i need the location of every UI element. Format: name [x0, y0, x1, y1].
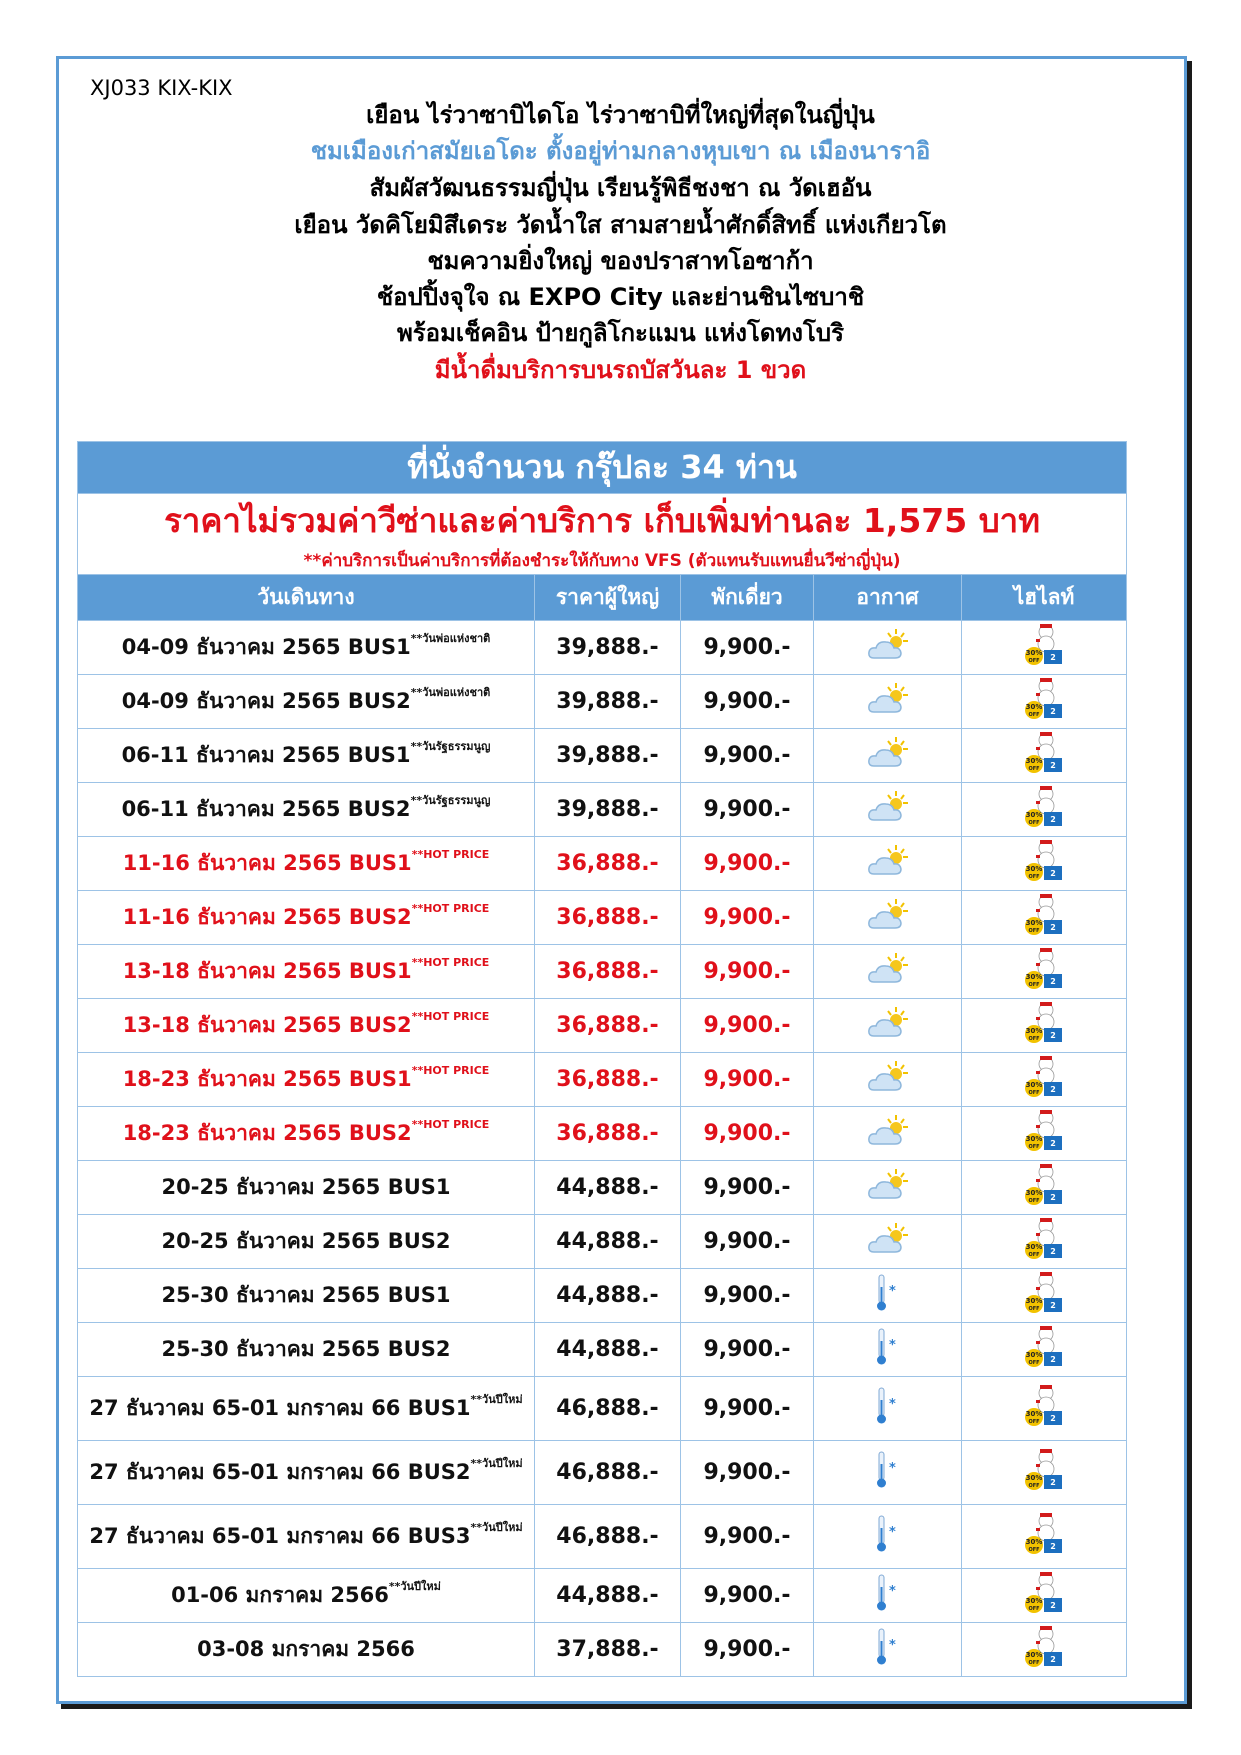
svg-text:OFF: OFF — [1028, 1035, 1040, 1042]
visa-note: **ค่าบริการเป็นค่าบริการที่ต้องชำระให้กับทาง VFS (ตัวแทนรับแทนยื่นวีซ่าญี่ปุ่น) — [78, 547, 1127, 575]
svg-text:2: 2 — [1050, 1477, 1056, 1487]
travel-date-cell — [78, 999, 535, 1053]
svg-text:30%: 30% — [1025, 1026, 1043, 1035]
svg-text:30%: 30% — [1025, 648, 1043, 657]
adult-price: 44,888.- — [535, 1569, 681, 1623]
headline-1: เยือน ไร่วาซาบิไดโอ ไร่วาซาบิที่ใหญ่ที่สุดในญี่ปุ่น — [366, 101, 875, 129]
table-row — [78, 729, 1127, 783]
holiday-tag: **HOT PRICE — [411, 1118, 490, 1132]
svg-text:OFF: OFF — [1028, 711, 1040, 718]
travel-date: 04-09 ธันวาคม 2565 BUS2 — [121, 689, 411, 714]
svg-text:2: 2 — [1050, 1246, 1056, 1256]
price-table — [77, 441, 1127, 1677]
weather-cell — [814, 1377, 962, 1441]
snowman-promo-icon — [1022, 757, 1066, 782]
snowman-promo-icon — [1022, 1297, 1066, 1322]
adult-price: 37,888.- — [535, 1623, 681, 1677]
svg-text:2: 2 — [1050, 1300, 1056, 1310]
table-row — [78, 675, 1127, 729]
headline-7: พร้อมเช็คอิน ป้ายกูลิโกะแมน แห่งโดทงโบริ — [396, 319, 845, 347]
svg-text:OFF: OFF — [1028, 981, 1040, 988]
cold-thermometer-icon — [873, 1337, 903, 1373]
snowman-promo-icon — [1022, 1410, 1066, 1435]
headline-5: ชมความยิ่งใหญ่ ของปราสาทโอซาก้า — [427, 247, 814, 275]
holiday-tag: **วันรัฐธรรมนูญ — [410, 794, 491, 808]
travel-date-cell — [78, 1441, 535, 1505]
table-row — [78, 999, 1127, 1053]
cold-thermometer-icon — [873, 1283, 903, 1319]
svg-text:30%: 30% — [1025, 1188, 1043, 1197]
col-header-date: วันเดินทาง — [78, 575, 535, 621]
travel-date-cell — [78, 1053, 535, 1107]
travel-date-cell — [78, 1377, 535, 1441]
partly-cloudy-icon — [866, 751, 910, 776]
holiday-tag: **วันปีใหม่ — [470, 1457, 523, 1471]
snowman-promo-icon — [1022, 1651, 1066, 1676]
snowman-promo-icon — [1022, 865, 1066, 890]
svg-text:30%: 30% — [1025, 1080, 1043, 1089]
holiday-tag: **วันรัฐธรรมนูญ — [410, 740, 491, 754]
weather-cell — [814, 675, 962, 729]
col-header-single: พักเดี่ยว — [681, 575, 814, 621]
single-supplement: 9,900.- — [681, 1623, 814, 1677]
svg-text:30%: 30% — [1025, 1473, 1043, 1482]
travel-date: 04-09 ธันวาคม 2565 BUS1 — [121, 635, 411, 660]
adult-price: 39,888.- — [535, 621, 681, 675]
svg-text:30%: 30% — [1025, 1650, 1043, 1659]
weather-cell — [814, 1441, 962, 1505]
table-row — [78, 945, 1127, 999]
travel-date-cell — [78, 675, 535, 729]
travel-date: 01-06 มกราคม 2566 — [171, 1583, 389, 1608]
svg-text:2: 2 — [1050, 1541, 1056, 1551]
highlight-cell — [962, 1053, 1127, 1107]
single-supplement: 9,900.- — [681, 729, 814, 783]
highlight-cell — [962, 999, 1127, 1053]
highlight-cell — [962, 945, 1127, 999]
travel-date-cell — [78, 1161, 535, 1215]
highlight-cell — [962, 729, 1127, 783]
svg-text:30%: 30% — [1025, 1242, 1043, 1251]
svg-text:OFF: OFF — [1028, 927, 1040, 934]
weather-cell — [814, 1161, 962, 1215]
weather-cell — [814, 1053, 962, 1107]
snowman-promo-icon — [1022, 811, 1066, 836]
single-supplement: 9,900.- — [681, 1161, 814, 1215]
svg-text:2: 2 — [1050, 1600, 1056, 1610]
svg-text:OFF: OFF — [1028, 819, 1040, 826]
single-supplement: 9,900.- — [681, 1441, 814, 1505]
highlight-cell — [962, 621, 1127, 675]
travel-date-cell — [78, 783, 535, 837]
holiday-tag: **วันพ่อแห่งชาติ — [410, 686, 491, 700]
holiday-tag: **HOT PRICE — [411, 1010, 490, 1024]
snowman-promo-icon — [1022, 1135, 1066, 1160]
svg-text:OFF: OFF — [1028, 657, 1040, 664]
svg-text:*: * — [888, 1396, 896, 1412]
table-row — [78, 621, 1127, 675]
cold-thermometer-icon — [873, 1460, 903, 1496]
weather-cell — [814, 999, 962, 1053]
svg-text:2: 2 — [1050, 1413, 1056, 1423]
svg-text:2: 2 — [1050, 706, 1056, 716]
single-supplement: 9,900.- — [681, 783, 814, 837]
svg-text:OFF: OFF — [1028, 1605, 1040, 1612]
headline-2: ชมเมืองเก่าสมัยเอโดะ ตั้งอยู่ท่ามกลางหุบเขา ณ เมืองนาราอิ — [310, 137, 931, 165]
table-row — [78, 783, 1127, 837]
travel-date: 11-16 ธันวาคม 2565 BUS2 — [122, 905, 412, 930]
travel-date: 13-18 ธันวาคม 2565 BUS1 — [122, 959, 412, 984]
travel-date-cell — [78, 837, 535, 891]
adult-price: 44,888.- — [535, 1161, 681, 1215]
travel-date: 06-11 ธันวาคม 2565 BUS2 — [121, 797, 411, 822]
weather-cell — [814, 1323, 962, 1377]
table-row — [78, 837, 1127, 891]
svg-text:*: * — [888, 1283, 896, 1299]
travel-date: 18-23 ธันวาคม 2565 BUS1 — [122, 1067, 412, 1092]
table-row — [78, 891, 1127, 945]
holiday-tag: **วันพ่อแห่งชาติ — [410, 632, 491, 646]
single-supplement: 9,900.- — [681, 1323, 814, 1377]
partly-cloudy-icon — [866, 859, 910, 884]
single-supplement: 9,900.- — [681, 1505, 814, 1569]
travel-date-cell — [78, 1215, 535, 1269]
svg-text:OFF: OFF — [1028, 1482, 1040, 1489]
adult-price: 36,888.- — [535, 1053, 681, 1107]
travel-date: 25-30 ธันวาคม 2565 BUS1 — [161, 1283, 451, 1308]
table-row — [78, 1107, 1127, 1161]
travel-date-cell — [78, 1323, 535, 1377]
highlight-cell — [962, 783, 1127, 837]
snowman-promo-icon — [1022, 1081, 1066, 1106]
svg-text:30%: 30% — [1025, 1537, 1043, 1546]
svg-text:30%: 30% — [1025, 702, 1043, 711]
adult-price: 36,888.- — [535, 945, 681, 999]
snowman-promo-icon — [1022, 649, 1066, 674]
svg-text:OFF: OFF — [1028, 1305, 1040, 1312]
svg-text:*: * — [888, 1460, 896, 1476]
holiday-tag: **วันปีใหม่ — [470, 1393, 523, 1407]
svg-text:30%: 30% — [1025, 1350, 1043, 1359]
headline-3: สัมผัสวัฒนธรรมญี่ปุ่น เรียนรู้พิธีชงชา ณ วัดเฮอัน — [369, 174, 872, 202]
snowman-promo-icon — [1022, 973, 1066, 998]
weather-cell — [814, 783, 962, 837]
adult-price: 36,888.- — [535, 999, 681, 1053]
travel-date: 13-18 ธันวาคม 2565 BUS2 — [122, 1013, 412, 1038]
col-header-highlight: ไฮไลท์ — [962, 575, 1127, 621]
travel-date-cell — [78, 1107, 535, 1161]
table-row — [78, 1377, 1127, 1441]
cold-thermometer-icon — [873, 1396, 903, 1432]
adult-price: 46,888.- — [535, 1441, 681, 1505]
svg-text:30%: 30% — [1025, 756, 1043, 765]
highlight-cell — [962, 1623, 1127, 1677]
svg-text:OFF: OFF — [1028, 1251, 1040, 1258]
svg-text:30%: 30% — [1025, 810, 1043, 819]
highlight-cell — [962, 1215, 1127, 1269]
highlight-cell — [962, 1161, 1127, 1215]
travel-date: 27 ธันวาคม 65-01 มกราคม 66 BUS2 — [89, 1460, 471, 1485]
partly-cloudy-icon — [866, 913, 910, 938]
svg-text:2: 2 — [1050, 760, 1056, 770]
single-supplement: 9,900.- — [681, 1215, 814, 1269]
partly-cloudy-icon — [866, 967, 910, 992]
weather-cell — [814, 729, 962, 783]
travel-date: 25-30 ธันวาคม 2565 BUS2 — [161, 1337, 451, 1362]
travel-date-cell — [78, 891, 535, 945]
svg-text:30%: 30% — [1025, 864, 1043, 873]
svg-text:2: 2 — [1050, 1192, 1056, 1202]
adult-price: 39,888.- — [535, 729, 681, 783]
weather-cell — [814, 1569, 962, 1623]
holiday-tag: **HOT PRICE — [411, 1064, 490, 1078]
svg-text:*: * — [888, 1637, 896, 1653]
highlight-cell — [962, 837, 1127, 891]
svg-text:2: 2 — [1050, 868, 1056, 878]
svg-text:OFF: OFF — [1028, 1546, 1040, 1553]
adult-price: 46,888.- — [535, 1505, 681, 1569]
table-row — [78, 1623, 1127, 1677]
svg-text:2: 2 — [1050, 1084, 1056, 1094]
snowman-promo-icon — [1022, 703, 1066, 728]
highlight-cell — [962, 891, 1127, 945]
adult-price: 44,888.- — [535, 1323, 681, 1377]
partly-cloudy-icon — [866, 1183, 910, 1208]
snowman-promo-icon — [1022, 1189, 1066, 1214]
svg-text:30%: 30% — [1025, 918, 1043, 927]
table-row — [78, 1269, 1127, 1323]
holiday-tag: **HOT PRICE — [411, 956, 490, 970]
table-row — [78, 1215, 1127, 1269]
svg-text:OFF: OFF — [1028, 765, 1040, 772]
adult-price: 39,888.- — [535, 675, 681, 729]
svg-text:2: 2 — [1050, 1030, 1056, 1040]
tour-code: XJ033 KIX-KIX — [90, 76, 233, 100]
single-supplement: 9,900.- — [681, 1569, 814, 1623]
holiday-tag: **วันปีใหม่ — [470, 1521, 523, 1535]
snowman-promo-icon — [1022, 919, 1066, 944]
svg-text:*: * — [888, 1583, 896, 1599]
svg-text:30%: 30% — [1025, 1134, 1043, 1143]
svg-text:OFF: OFF — [1028, 1359, 1040, 1366]
highlight-cell — [962, 1323, 1127, 1377]
partly-cloudy-icon — [866, 1021, 910, 1046]
travel-date: 27 ธันวาคม 65-01 มกราคม 66 BUS1 — [89, 1396, 471, 1421]
svg-text:30%: 30% — [1025, 1596, 1043, 1605]
single-supplement: 9,900.- — [681, 675, 814, 729]
travel-date: 20-25 ธันวาคม 2565 BUS2 — [161, 1229, 451, 1254]
svg-text:2: 2 — [1050, 1354, 1056, 1364]
single-supplement: 9,900.- — [681, 837, 814, 891]
partly-cloudy-icon — [866, 1237, 910, 1262]
travel-date-cell — [78, 945, 535, 999]
weather-cell — [814, 621, 962, 675]
table-row — [78, 1441, 1127, 1505]
svg-text:*: * — [888, 1337, 896, 1353]
travel-date: 06-11 ธันวาคม 2565 BUS1 — [121, 743, 411, 768]
single-supplement: 9,900.- — [681, 1377, 814, 1441]
svg-text:*: * — [888, 1524, 896, 1540]
highlight-cell — [962, 1377, 1127, 1441]
col-header-adult: ราคาผู้ใหญ่ — [535, 575, 681, 621]
svg-text:2: 2 — [1050, 1654, 1056, 1664]
table-row — [78, 1161, 1127, 1215]
svg-text:2: 2 — [1050, 1138, 1056, 1148]
single-supplement: 9,900.- — [681, 1107, 814, 1161]
single-supplement: 9,900.- — [681, 621, 814, 675]
adult-price: 44,888.- — [535, 1269, 681, 1323]
weather-cell — [814, 1505, 962, 1569]
adult-price: 44,888.- — [535, 1215, 681, 1269]
svg-text:OFF: OFF — [1028, 1197, 1040, 1204]
weather-cell — [814, 1107, 962, 1161]
col-header-weather: อากาศ — [814, 575, 962, 621]
single-supplement: 9,900.- — [681, 1269, 814, 1323]
table-row — [78, 1323, 1127, 1377]
highlight-cell — [962, 1569, 1127, 1623]
travel-date-cell — [78, 729, 535, 783]
snowman-promo-icon — [1022, 1243, 1066, 1268]
cold-thermometer-icon — [873, 1524, 903, 1560]
weather-cell — [814, 1623, 962, 1677]
adult-price: 46,888.- — [535, 1377, 681, 1441]
travel-date-cell — [78, 1505, 535, 1569]
snowman-promo-icon — [1022, 1597, 1066, 1622]
highlight-cell — [962, 1441, 1127, 1505]
single-supplement: 9,900.- — [681, 945, 814, 999]
adult-price: 36,888.- — [535, 891, 681, 945]
travel-date-cell — [78, 621, 535, 675]
holiday-tag: **วันปีใหม่ — [388, 1580, 441, 1594]
svg-text:2: 2 — [1050, 922, 1056, 932]
partly-cloudy-icon — [866, 643, 910, 668]
svg-text:30%: 30% — [1025, 1409, 1043, 1418]
snowman-promo-icon — [1022, 1027, 1066, 1052]
highlight-cell — [962, 1505, 1127, 1569]
svg-text:OFF: OFF — [1028, 1089, 1040, 1096]
travel-date: 11-16 ธันวาคม 2565 BUS1 — [122, 851, 412, 876]
highlight-cell — [962, 1269, 1127, 1323]
travel-date-cell — [78, 1269, 535, 1323]
partly-cloudy-icon — [866, 697, 910, 722]
travel-date: 03-08 มกราคม 2566 — [197, 1637, 415, 1662]
cold-thermometer-icon — [873, 1583, 903, 1619]
single-supplement: 9,900.- — [681, 1053, 814, 1107]
svg-text:OFF: OFF — [1028, 1659, 1040, 1666]
weather-cell — [814, 1269, 962, 1323]
svg-text:OFF: OFF — [1028, 873, 1040, 880]
table-row — [78, 1053, 1127, 1107]
snowman-promo-icon — [1022, 1538, 1066, 1563]
highlight-cell — [962, 1107, 1127, 1161]
svg-text:30%: 30% — [1025, 1296, 1043, 1305]
single-supplement: 9,900.- — [681, 999, 814, 1053]
cold-thermometer-icon — [873, 1637, 903, 1673]
holiday-tag: **HOT PRICE — [411, 902, 490, 916]
headline-4: เยือน วัดคิโยมิสึเดระ วัดน้ำใส สามสายน้ำศักดิ์สิทธิ์ แห่งเกียวโต — [294, 211, 947, 239]
weather-cell — [814, 837, 962, 891]
snowman-promo-icon — [1022, 1351, 1066, 1376]
svg-text:2: 2 — [1050, 976, 1056, 986]
seats-banner: ที่นั่งจำนวน กรุ๊ปละ 34 ท่าน — [78, 442, 1127, 494]
table-row — [78, 1569, 1127, 1623]
svg-text:2: 2 — [1050, 814, 1056, 824]
visa-price-line: ราคาไม่รวมค่าวีซ่าและค่าบริการ เก็บเพิ่มท่านละ 1,575 บาท — [78, 494, 1127, 548]
travel-date: 27 ธันวาคม 65-01 มกราคม 66 BUS3 — [89, 1524, 471, 1549]
svg-text:30%: 30% — [1025, 972, 1043, 981]
single-supplement: 9,900.- — [681, 891, 814, 945]
adult-price: 36,888.- — [535, 837, 681, 891]
headline-8: มีน้ำดื่มบริการบนรถบัสวันละ 1 ขวด — [434, 356, 807, 384]
highlight-cell — [962, 675, 1127, 729]
svg-text:OFF: OFF — [1028, 1418, 1040, 1425]
svg-text:OFF: OFF — [1028, 1143, 1040, 1150]
travel-date-cell — [78, 1623, 535, 1677]
snowman-promo-icon — [1022, 1474, 1066, 1499]
travel-date: 18-23 ธันวาคม 2565 BUS2 — [122, 1121, 412, 1146]
holiday-tag: **HOT PRICE — [411, 848, 490, 862]
adult-price: 36,888.- — [535, 1107, 681, 1161]
partly-cloudy-icon — [866, 805, 910, 830]
headline-6: ช้อปปิ้งจุใจ ณ EXPO City และย่านชินไซบาชิ — [376, 283, 865, 311]
weather-cell — [814, 891, 962, 945]
travel-date-cell — [78, 1569, 535, 1623]
travel-date: 20-25 ธันวาคม 2565 BUS1 — [161, 1175, 451, 1200]
weather-cell — [814, 1215, 962, 1269]
partly-cloudy-icon — [866, 1075, 910, 1100]
svg-text:2: 2 — [1050, 652, 1056, 662]
weather-cell — [814, 945, 962, 999]
table-row — [78, 1505, 1127, 1569]
partly-cloudy-icon — [866, 1129, 910, 1154]
adult-price: 39,888.- — [535, 783, 681, 837]
